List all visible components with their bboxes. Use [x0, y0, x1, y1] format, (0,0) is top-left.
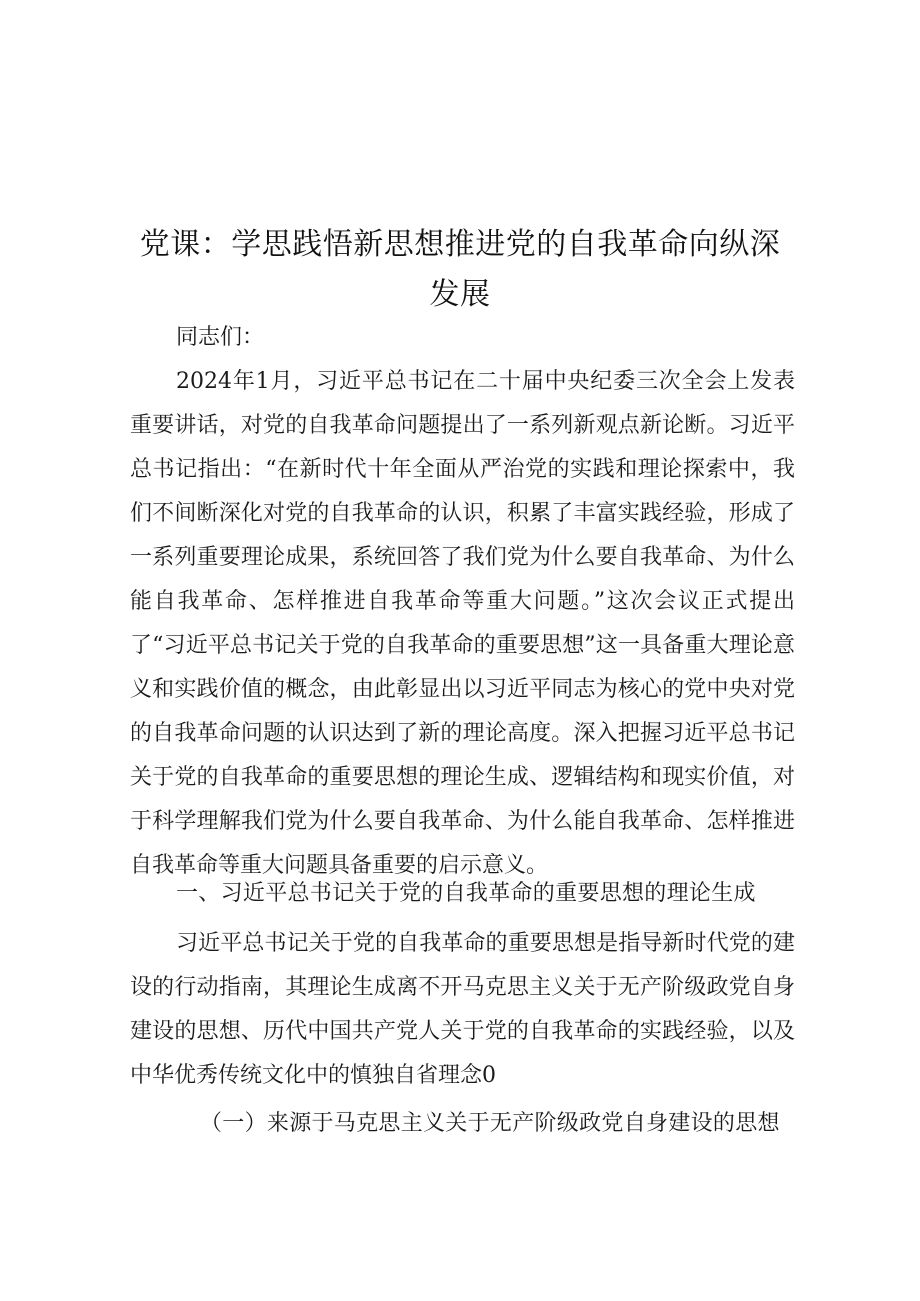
subsection-heading: （一）来源于马克思主义关于无产阶级政党自身建设的思想 — [200, 1111, 780, 1136]
salutation: 同志们： — [176, 325, 265, 350]
intro-paragraph: 2024年1月，习近平总书记在二十届中央纪委三次全会上发表重要讲话，对党的自我革命问题提出了一系列新观点新论断。习近平总书记指出：“在新时代十年全面从严治党的实践和理论探索中，我们不间断深化对党的自我革命的认识，积累了丰富实践经验，形成了一系列重要理论成果，系统回答了我们党为什么要自我革命、为什么能自我革命、怎样推进自我革命等重大问题。”这次会议正式提出了“习近平总书记关于党的自我革命的重要思想”这一具备重大理论意义和实践价值的概念，由此彰显出以习近平同志为核心的党中央对党的自我革命问题的认识达到了新的理论高度。深入把握习近平总书记关于党的自我革命的重要思想的理论生成、逻辑结构和现实价值，对于科学理解我们党为什么要自我革命、为什么能自我革命、怎样推进自我革命等重大问题具备重要的启示意义。 — [130, 369, 795, 878]
document-title: 党课：学思践悟新思想推进党的自我革命向纵深发展 — [139, 227, 781, 312]
section-heading: 一、习近平总书记关于党的自我革命的重要思想的理论生成 — [176, 881, 756, 906]
section-paragraph: 习近平总书记关于党的自我革命的重要思想是指导新时代党的建设的行动指南，其理论生成离不开马克思主义关于无产阶级政党自身建设的思想、历代中国共产党人关于党的自我革命的实践经验，以及中华优秀传统文化中的慎独自省理念0 — [130, 931, 795, 1088]
